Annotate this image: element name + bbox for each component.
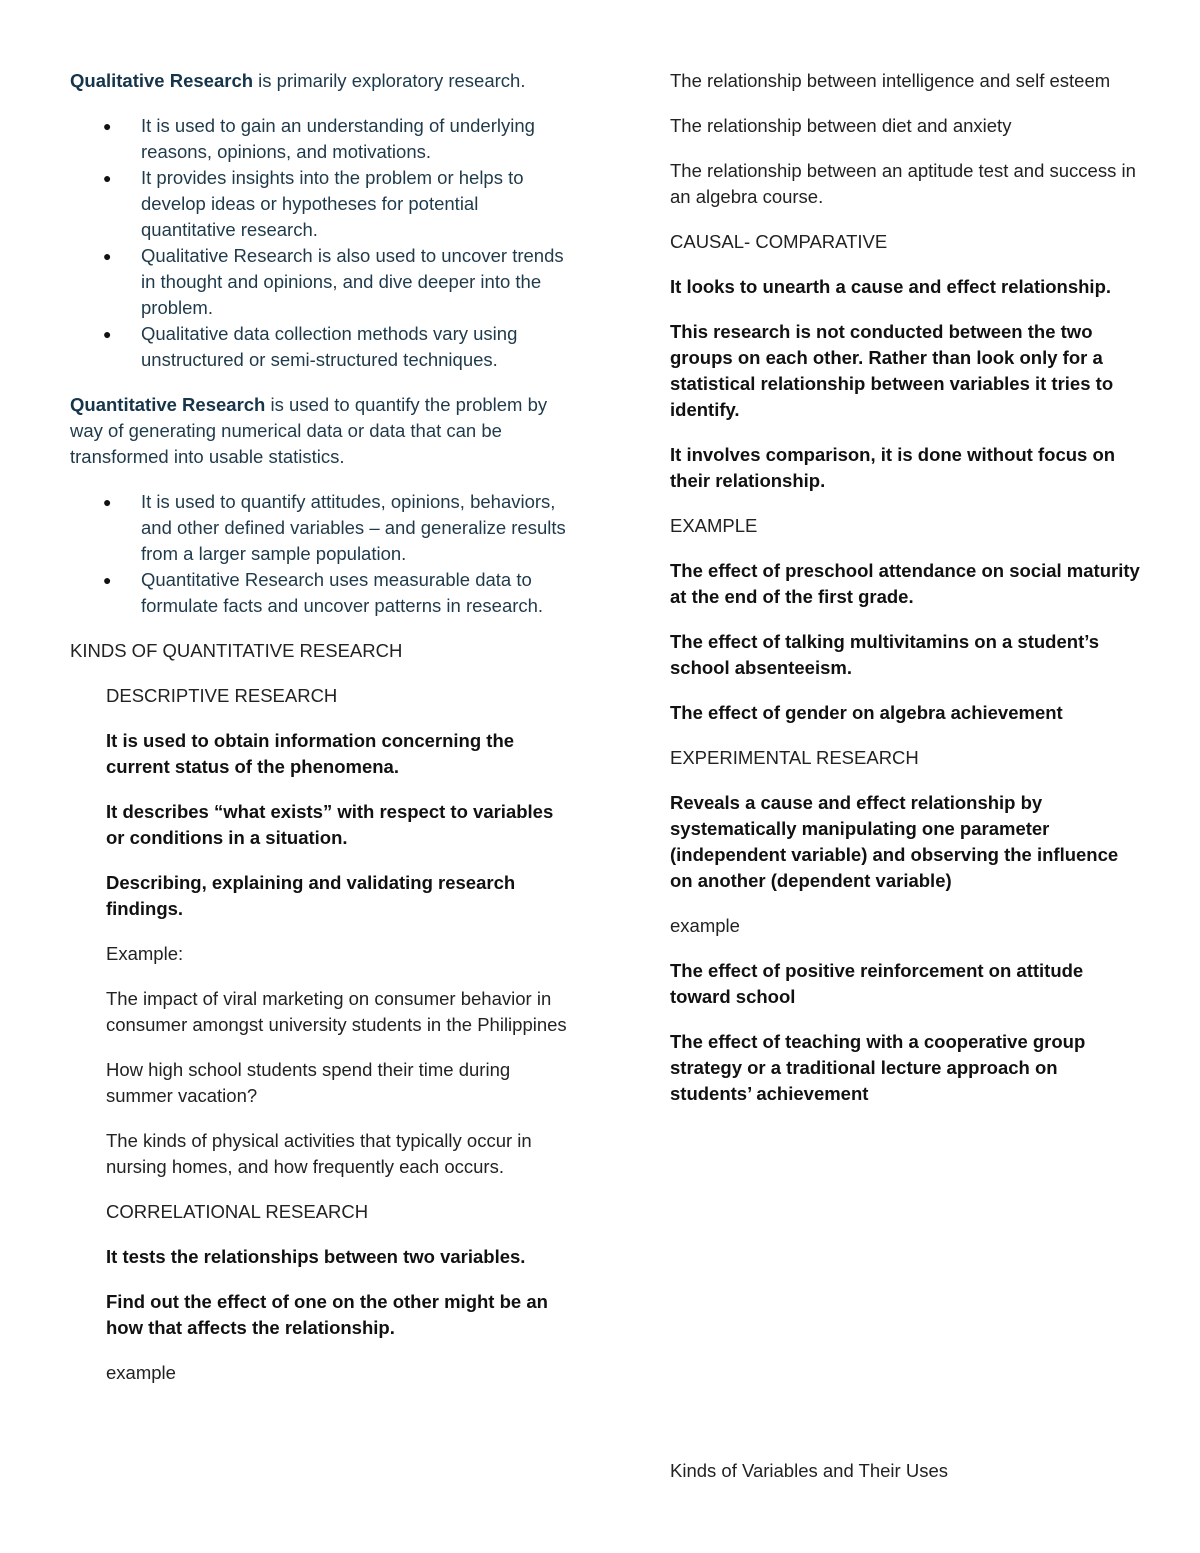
quantitative-term: Quantitative Research xyxy=(70,394,266,415)
list-item: ● It is used to quantify attitudes, opinions, behaviors, and other defined variables – and generalize results from a larger sample population. xyxy=(103,491,566,564)
experimental-example-label: example xyxy=(670,915,740,936)
causal-example-3: The effect of gender on algebra achievement xyxy=(670,702,1063,723)
list-item: ● Qualitative Research is also used to uncover trends in thought and opinions, and dive deeper into the problem. xyxy=(103,245,564,318)
qualitative-term: Qualitative Research xyxy=(70,70,254,91)
qualitative-def: is primarily exploratory research. xyxy=(253,70,526,91)
causal-example-label: EXAMPLE xyxy=(670,515,758,536)
correlational-heading: CORRELATIONAL RESEARCH xyxy=(106,1201,369,1222)
descriptive-def-1: It is used to obtain information concerning the current status of the phenomena. xyxy=(106,730,515,777)
descriptive-example-3: The kinds of physical activities that typically occur in nursing homes, and how frequently each occurs. xyxy=(106,1130,532,1177)
correlational-example-1: The relationship between intelligence and self esteem xyxy=(670,70,1111,91)
correlational-example-label: example xyxy=(106,1362,176,1383)
quantitative-def: is used to quantify the problem by way of generating numerical data or data that can be transformed into usable statistics. xyxy=(70,394,548,467)
causal-heading: CAUSAL- COMPARATIVE xyxy=(670,231,888,252)
causal-example-2: The effect of talking multivitamins on a student’s school absenteeism. xyxy=(670,631,1099,678)
correlational-def-2: Find out the effect of one on the other might be an how that affects the relationship. xyxy=(106,1291,548,1338)
bullet-icon: ● xyxy=(103,572,112,588)
variables-heading: Kinds of Variables and Their Uses xyxy=(670,1460,948,1481)
causal-def-2: This research is not conducted between the two groups on each other. Rather than look only for a statistical relationship between variables it tries to identify. xyxy=(670,321,1114,420)
causal-def-1: It looks to unearth a cause and effect relationship. xyxy=(670,276,1112,297)
bullet-icon: ● xyxy=(103,118,112,134)
kinds-heading: KINDS OF QUANTITATIVE RESEARCH xyxy=(70,640,403,661)
left-column xyxy=(70,68,570,1405)
list-item: ● It provides insights into the problem or helps to develop ideas or hypotheses for potential quantitative research. xyxy=(103,167,524,240)
experimental-example-2: The effect of teaching with a cooperative group strategy or a traditional lecture approach on students’ achievement xyxy=(670,1031,1086,1104)
correlational-example-2: The relationship between diet and anxiety xyxy=(670,115,1012,136)
descriptive-heading: DESCRIPTIVE RESEARCH xyxy=(106,685,338,706)
list-item: ● Qualitative data collection methods vary using unstructured or semi-structured techniques. xyxy=(103,323,518,370)
descriptive-example-label: Example: xyxy=(106,943,184,964)
descriptive-def-2: It describes “what exists” with respect to variables or conditions in a situation. xyxy=(106,801,554,848)
list-item: ● Quantitative Research uses measurable data to formulate facts and uncover patterns in research. xyxy=(103,569,544,616)
bullet-icon: ● xyxy=(103,248,112,264)
descriptive-example-2: How high school students spend their time during summer vacation? xyxy=(106,1059,511,1106)
qualitative-bullet-list xyxy=(70,113,570,373)
quantitative-intro xyxy=(70,392,570,470)
bullet-icon: ● xyxy=(103,170,112,186)
experimental-heading: EXPERIMENTAL RESEARCH xyxy=(670,747,919,768)
qualitative-intro xyxy=(70,68,570,94)
bullet-icon: ● xyxy=(103,326,112,342)
correlational-def-1: It tests the relationships between two variables. xyxy=(106,1246,526,1267)
experimental-example-1: The effect of positive reinforcement on attitude toward school xyxy=(670,960,1084,1007)
right-column xyxy=(670,68,1140,1126)
causal-example-1: The effect of preschool attendance on social maturity at the end of the first grade. xyxy=(670,560,1140,607)
bullet-icon: ● xyxy=(103,494,112,510)
experimental-def-1: Reveals a cause and effect relationship by systematically manipulating one parameter (independent variable) and observing the influence on another (dependent variable) xyxy=(670,792,1119,891)
quantitative-bullet-list xyxy=(70,489,570,619)
causal-def-3: It involves comparison, it is done without focus on their relationship. xyxy=(670,444,1116,491)
list-item: ● It is used to gain an understanding of underlying reasons, opinions, and motivations. xyxy=(103,115,535,162)
descriptive-example-1: The impact of viral marketing on consumer behavior in consumer amongst university students in the Philippines xyxy=(106,988,567,1035)
correlational-example-3: The relationship between an aptitude test and success in an algebra course. xyxy=(670,160,1136,207)
descriptive-def-3: Describing, explaining and validating research findings. xyxy=(106,872,516,919)
